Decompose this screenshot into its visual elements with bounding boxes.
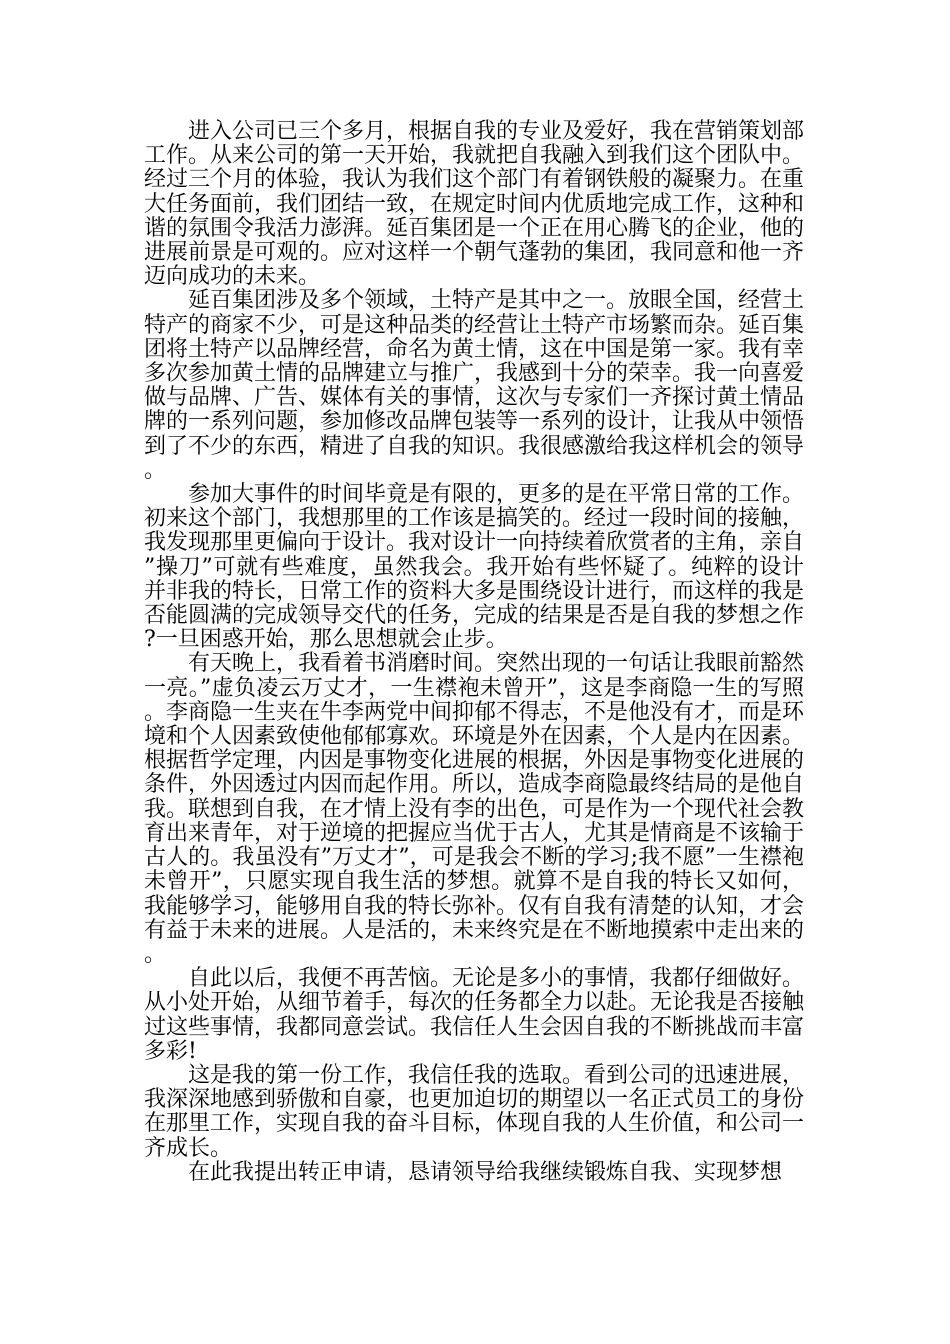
- document-page: [144, 120, 804, 1185]
- body-paragraph-1: 进入公司已三个多月，根据自我的专业及爱好，我在营销策划部工作。从来公司的第一天开始，我就把自我融入到我们这个团队中。经过三个月的体验，我认为我们这个部门有着钢铁般的凝聚力。在重大任务面前，我们团结一致，在规定时间内优质地完成工作，这种和谐的氛围令我活力澎湃。延百集团是一个正在用心腾飞的企业，他的进展前景是可观的。应对这样一个朝气蓬勃的集团，我同意和他一齐迈向成功的未来。: [144, 119, 805, 290]
- body-paragraph-3: 参加大事件的时间毕竟是有限的，更多的是在平常日常的工作。初来这个部门，我想那里的工作该是搞笑的。经过一段时间的接触，我发现那里更偏向于设计。我对设计一向持续着欣赏者的主角，亲自”操刀”可就有些难度，虽然我会。我开始有些怀疑了。纯粹的设计并非我的特长，日常工作的资料大多是围绕设计进行，而这样的我是否能圆满的完成领导交代的任务，完成的结果是否是自我的梦想之作?一旦困惑开始，那么思想就会止步。: [144, 482, 805, 653]
- body-paragraph-2: 延百集团涉及多个领域，土特产是其中之一。放眼全国，经营土特产的商家不少，可是这种品类的经营让土特产市场繁而杂。延百集团将土特产以品牌经营，命名为黄土情，这在中国是第一家。我有幸多次参加黄土情的品牌建立与推广，我感到十分的荣幸。我一向喜爱做与品牌、广告、媒体有关的事情，这次与专家们一齐探讨黄土情品牌的一系列问题，参加修改品牌包装等一系列的设计，让我从中领悟到了不少的东西，精进了自我的知识。我很感激给我这样机会的领导。: [144, 288, 805, 483]
- body-paragraph-6: 这是我的第一份工作，我信任我的选取。看到公司的迅速进展，我深深地感到骄傲和自豪，也更加迫切的期望以一名正式员工的身份在那里工作，实现自我的奋斗目标，体现自我的人生价值，和公司一齐成长。: [144, 1062, 805, 1161]
- body-paragraph-4: 有天晚上，我看着书消磨时间。突然出现的一句话让我眼前豁然一亮。”虚负凌云万丈才，一生襟袍未曾开”，这是李商隐一生的写照。李商隐一生夹在牛李两党中间抑郁不得志，不是他没有才，而是环境和个人因素致使他郁郁寡欢。环境是外在因素，个人是内在因素。根据哲学定理，内因是事物变化进展的根据，外因是事物变化进展的条件，外因透过内因而起作用。所以，造成李商隐最终结局的是他自我。联想到自我，在才情上没有李的出色，可是作为一个现代社会教育出来青年，对于逆境的把握应当优于古人，尤其是情商是不该输于古人的。我虽没有”万丈才”，可是我会不断的学习;我不愿”一生襟袍未曾开”，只愿实现自我生活的梦想。就算不是自我的特长又如何，我能够学习，能够用自我的特长弥补。仅有自我有清楚的认知，才会有益于未来的进展。人是活的，未来终究是在不断地摸索中走出来的。: [144, 651, 805, 967]
- body-paragraph-7: 在此我提出转正申请，恳请领导给我继续锻炼自我、实现梦想: [188, 1159, 783, 1185]
- body-paragraph-5: 自此以后，我便不再苦恼。无论是多小的事情，我都仔细做好。从小处开始，从细节着手，每次的任务都全力以赴。无论我是否接触过这些事情，我都同意尝试。我信任人生会因自我的不断挑战而丰富多彩!: [144, 966, 805, 1064]
